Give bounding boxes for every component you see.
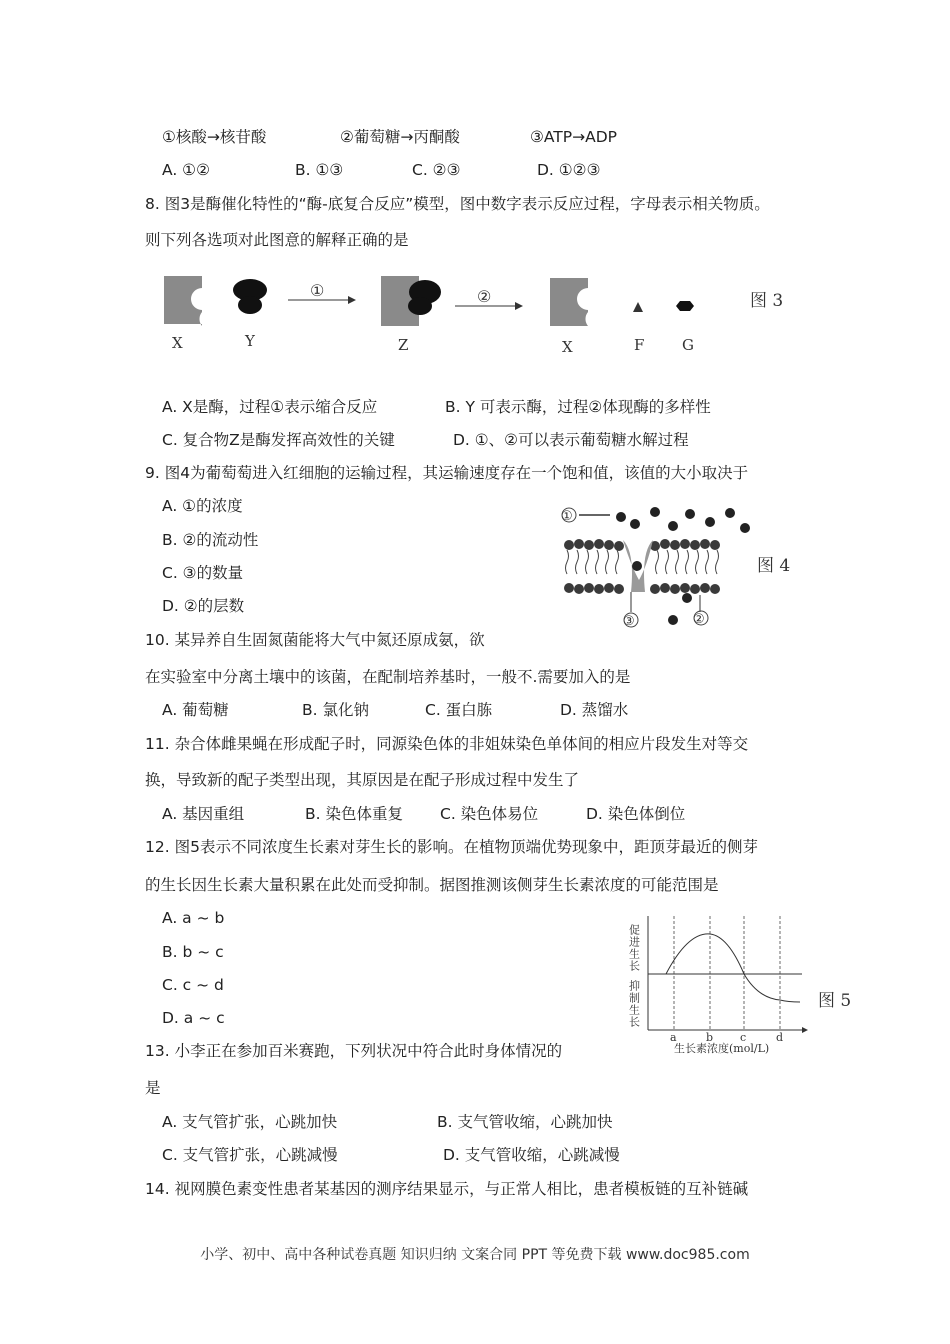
q7-item-1: ①核酸→核苷酸 <box>162 128 267 146</box>
q8-stem-line-2: 则下列各选项对此图意的解释正确的是 <box>145 231 409 249</box>
q10-option-c: C. 蛋白胨 <box>425 701 493 719</box>
q12-stem-line-2: 的生长因生长素大量积累在此处而受抑制。据图推测该侧芽生长素浓度的可能范围是 <box>145 876 719 894</box>
q14-stem: 14. 视网膜色素变性患者某基因的测序结果显示，与正常人相比，患者模板链的互补链碱 <box>145 1180 749 1198</box>
q12-stem-line-1: 12. 图5表示不同浓度生长素对芽生长的影响。在植物顶端优势现象中，距顶芽最近的侧芽 <box>145 838 758 856</box>
q9-option-d: D. ②的层数 <box>162 597 245 615</box>
q9-option-a: A. ①的浓度 <box>162 497 243 515</box>
q10-option-d: D. 蒸馏水 <box>560 701 629 719</box>
ylabel-up: 促进生长 <box>628 924 641 972</box>
marker-1: ① <box>561 509 573 524</box>
q10-stem-line-1: 10. 某异养自生固氮菌能将大气中氮还原成氨，欲 <box>145 631 485 649</box>
q13-option-c: C. 支气管扩张，心跳减慢 <box>162 1146 338 1164</box>
enzyme-x-shape-2 <box>550 278 588 326</box>
q11-option-a: A. 基因重组 <box>162 805 245 823</box>
q7-item-3: ③ATP→ADP <box>530 128 617 146</box>
q7-item-2: ②葡萄糖→丙酮酸 <box>340 128 460 146</box>
figure-4 <box>555 500 805 630</box>
label-z: Z <box>398 336 409 354</box>
membrane-tails <box>566 550 719 574</box>
tick-b: b <box>706 1031 714 1044</box>
q10-option-a: A. 葡萄糖 <box>162 701 229 719</box>
tick-a: a <box>670 1031 677 1044</box>
q13-option-d: D. 支气管收缩，心跳减慢 <box>443 1146 620 1164</box>
membrane-top-heads <box>564 539 720 551</box>
q10-option-b: B. 氯化钠 <box>302 701 369 719</box>
q9-option-c: C. ③的数量 <box>162 564 244 582</box>
complex-z-shape <box>381 276 441 326</box>
q8-option-b: B. Y 可表示酶，过程②体现酶的多样性 <box>445 398 711 416</box>
q11-stem-line-2: 换，导致新的配子类型出现，其原因是在配子形成过程中发生了 <box>145 771 580 789</box>
q8-option-c: C. 复合物Z是酶发挥高效性的关键 <box>162 431 395 449</box>
step-2-label: ② <box>477 287 492 306</box>
q12-option-c: C. c ~ d <box>162 976 224 994</box>
product-g-shape <box>676 301 694 311</box>
page-footer: 小学、初中、高中各种试卷真题 知识归纳 文案合同 PPT 等免费下载 www.doc985.com <box>200 1247 750 1263</box>
q7-option-a: A. ①② <box>162 161 210 179</box>
q12-option-b: B. b ~ c <box>162 943 224 961</box>
marker-2: ② <box>693 612 705 627</box>
label-g: G <box>682 336 694 354</box>
q13-option-a: A. 支气管扩张，心跳加快 <box>162 1113 338 1131</box>
marker-3: ③ <box>623 614 635 629</box>
substrate-y-shape <box>233 279 267 314</box>
step-1-label: ① <box>310 281 325 300</box>
q7-option-b: B. ①③ <box>295 161 344 179</box>
q7-option-d: D. ①②③ <box>537 161 601 179</box>
tick-c: c <box>740 1031 747 1044</box>
label-x: X <box>172 334 183 352</box>
x-axis-label: 生长素浓度(mol/L) <box>674 1042 770 1055</box>
q12-option-a: A. a ~ b <box>162 909 225 927</box>
glucose-molecules-top <box>616 507 750 533</box>
figure-5 <box>628 910 858 1055</box>
q8-option-d: D. ①、②可以表示葡萄糖水解过程 <box>453 431 689 449</box>
product-f-shape <box>633 302 643 312</box>
q8-stem-line-1: 8. 图3是酶催化特性的“酶-底复合反应”模型，图中数字表示反应过程，字母表示相关物质。 <box>145 195 770 213</box>
figure-5-label: 图 5 <box>818 991 852 1011</box>
label-y: Y <box>245 332 255 350</box>
figure-4-label: 图 4 <box>757 556 791 576</box>
enzyme-x-shape <box>164 276 202 326</box>
q13-stem-line-1: 13. 小李正在参加百米赛跑，下列状况中符合此时身体情况的 <box>145 1042 563 1060</box>
q8-option-a: A. X是酶，过程①表示缩合反应 <box>162 398 378 416</box>
q7-option-c: C. ②③ <box>412 161 461 179</box>
label-f: F <box>634 336 645 354</box>
figure-3-label: 图 3 <box>750 291 784 311</box>
q9-stem: 9. 图4为葡萄萄进入红细胞的运输过程，其运输速度存在一个饱和值，该值的大小取决于 <box>145 464 749 482</box>
q11-option-b: B. 染色体重复 <box>305 805 403 823</box>
q12-option-d: D. a ~ c <box>162 1009 225 1027</box>
q9-option-b: B. ②的流动性 <box>162 531 259 549</box>
figure-3 <box>150 268 810 368</box>
q13-option-b: B. 支气管收缩，心跳加快 <box>437 1113 613 1131</box>
q11-option-d: D. 染色体倒位 <box>586 805 686 823</box>
q11-option-c: C. 染色体易位 <box>440 805 539 823</box>
q13-stem-line-2: 是 <box>145 1079 161 1097</box>
q11-stem-line-1: 11. 杂合体雌果蝇在形成配子时，同源染色体的非姐妹染色单体间的相应片段发生对等交 <box>145 735 749 753</box>
ylabel-down: 抑制生长 <box>628 980 641 1028</box>
y-axis-labels <box>628 924 641 1028</box>
tick-d: d <box>776 1031 784 1044</box>
label-x-2: X <box>562 338 573 356</box>
q10-stem-line-2: 在实验室中分离土壤中的该菌，在配制培养基时，一般不.需要加入的是 <box>145 668 631 686</box>
